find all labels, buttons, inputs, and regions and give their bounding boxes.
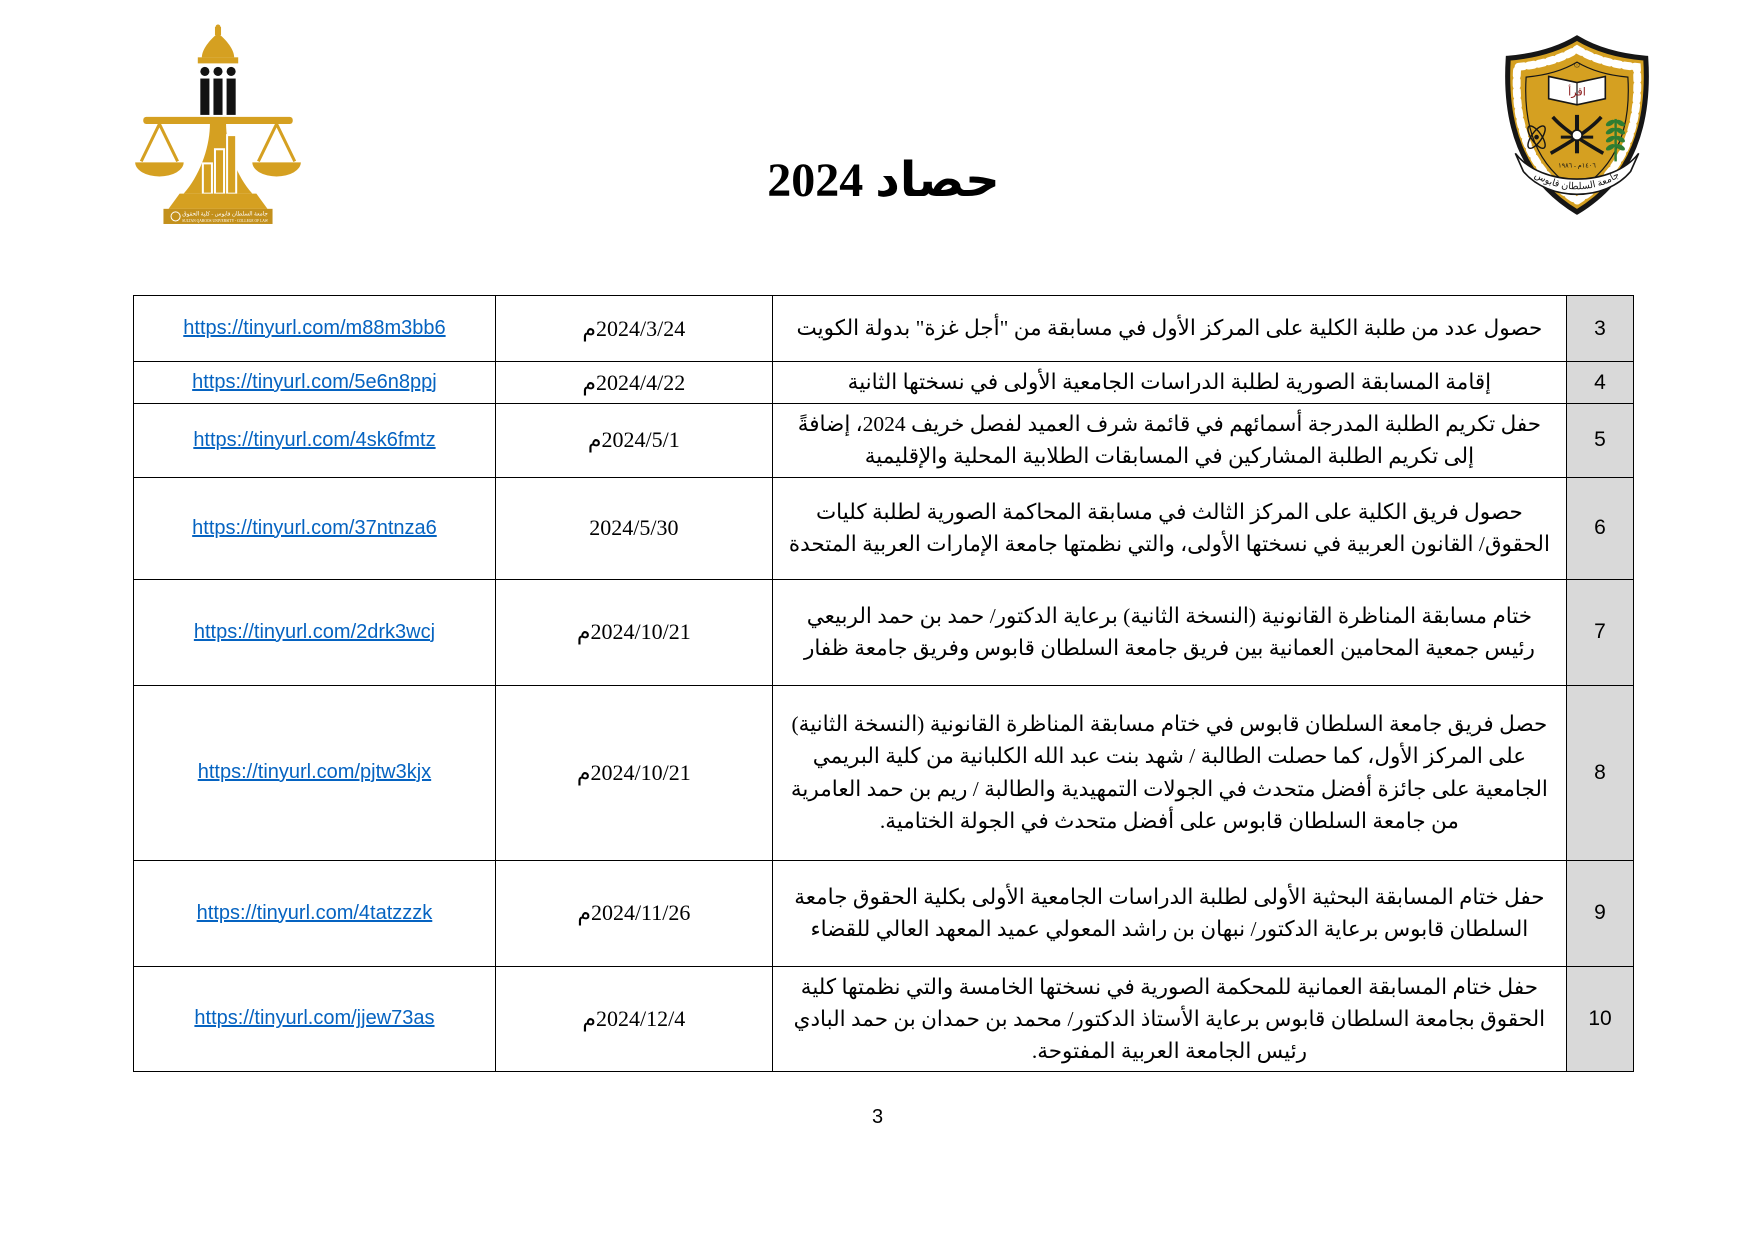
row-link[interactable]: https://tinyurl.com/2drk3wcj	[193, 620, 436, 643]
row-link-cell	[134, 685, 496, 860]
events-table-body	[134, 296, 1634, 1072]
table-row	[134, 296, 1634, 362]
row-number: 6	[1567, 477, 1634, 579]
row-date: 2024/3/24م	[495, 296, 772, 362]
row-link-cell	[134, 404, 496, 478]
row-link[interactable]: https://tinyurl.com/pjtw3kjx	[197, 761, 432, 783]
row-link[interactable]: https://tinyurl.com/m88m3bb6	[183, 317, 446, 339]
events-table	[133, 295, 1634, 1072]
logo-band-arabic-text: جامعة السلطان قابوس - كلية الحقوق	[182, 211, 268, 218]
table-row	[134, 860, 1634, 966]
row-link[interactable]: https://tinyurl.com/5e6n8ppj	[192, 371, 437, 393]
row-link[interactable]: https://tinyurl.com/37ntnza6	[192, 516, 437, 539]
row-link[interactable]: https://tinyurl.com/4tatzzzk	[196, 901, 433, 924]
row-number: 3	[1567, 296, 1634, 362]
row-link-cell	[134, 966, 496, 1072]
row-date: 2024/12/4م	[495, 966, 772, 1072]
row-date: 2024/10/21م	[495, 579, 772, 685]
sultan-qaboos-university-emblem	[1496, 34, 1658, 216]
row-link[interactable]: https://tinyurl.com/4sk6fmtz	[193, 428, 436, 451]
table-row	[134, 404, 1634, 478]
row-date: 2024/5/1م	[495, 404, 772, 478]
row-link-cell	[134, 579, 496, 685]
book-text: اقرأ	[1568, 86, 1586, 99]
table-row	[134, 477, 1634, 579]
row-link-cell	[134, 362, 496, 404]
row-link-cell	[134, 477, 496, 579]
table-row	[134, 685, 1634, 860]
table-row	[134, 362, 1634, 404]
row-number: 7	[1567, 579, 1634, 685]
row-number: 4	[1567, 362, 1634, 404]
table-row	[134, 579, 1634, 685]
table-row	[134, 966, 1634, 1072]
row-description: ختام مسابقة المناظرة القانونية (النسخة الثانية) برعاية الدكتور/ حمد بن حمد الربيعي رئيس جمعية المحامين العمانية بين فريق جامعة السلطان قابوس وفريق جامعة ظفار	[772, 579, 1566, 685]
row-date: 2024/11/26م	[495, 860, 772, 966]
logo-band-english-text: SULTAN QABOOS UNIVERSITY - COLLEGE OF LAW	[182, 218, 269, 223]
university-shield-icon	[1496, 34, 1658, 216]
row-description: حفل ختام المسابقة العمانية للمحكمة الصورية في نسختها الخامسة والتي نظمتها كلية الحقوق بجامعة السلطان قابوس برعاية الأستاذ الدكتور/ محمد بن حمدان بن حمد البادي رئيس الجامعة العربية المفتوحة.	[772, 966, 1566, 1072]
row-link-cell	[134, 296, 496, 362]
row-date: 2024/10/21م	[495, 685, 772, 860]
row-link-cell	[134, 860, 496, 966]
row-description: حفل تكريم الطلبة المدرجة أسمائهم في قائمة شرف العميد لفصل خريف 2024، إضافةً إلى تكريم الطلبة المشاركين في المسابقات الطلابية المحلية والإقليمية	[772, 404, 1566, 478]
row-number: 8	[1567, 685, 1634, 860]
row-description: حفل ختام المسابقة البحثية الأولى لطلبة الدراسات الجامعية الأولى بكلية الحقوق جامعة السلطان قابوس برعاية الدكتور/ نبهان بن راشد المعولي عميد المعهد العالي للقضاء	[772, 860, 1566, 966]
row-date: 2024/4/22م	[495, 362, 772, 404]
row-number: 9	[1567, 860, 1634, 966]
page-title: حصاد 2024	[767, 154, 1000, 207]
row-number: 5	[1567, 404, 1634, 478]
row-description: حصول فريق الكلية على المركز الثالث في مسابقة المحاكمة الصورية لطلبة كليات الحقوق/ القانون العربية في نسختها الأولى، والتي نظمتها جامعة الإمارات العربية المتحدة	[772, 477, 1566, 579]
page-number: 3	[871, 1106, 884, 1128]
banner-text: جامعة السلطان قابوس	[1532, 169, 1622, 193]
calligraphy-ornament-icon: ۞	[1573, 57, 1581, 70]
row-description: حصل فريق جامعة السلطان قابوس في ختام مسابقة المناظرة القانونية (النسخة الثانية) على المركز الأول، كما حصلت الطالبة / شهد بنت عبد الله الكلبانية من كلية البريمي الجامعية على جائزة أفضل متحدث في الجولات التمهيدية والطالبة / ريم بن حمد العامرية من جامعة السلطان قابوس على أفضل متحدث في الجولة الختامية.	[772, 685, 1566, 860]
row-description: إقامة المسابقة الصورية لطلبة الدراسات الجامعية الأولى في نسختها الثانية	[772, 362, 1566, 404]
row-link[interactable]: https://tinyurl.com/jjew73as	[194, 1007, 435, 1030]
minaret-pillars-icon	[200, 67, 235, 115]
emblem-year-text: ١٤٠٦م - ١٩٨٦	[1558, 162, 1596, 170]
row-description: حصول عدد من طلبة الكلية على المركز الأول في مسابقة من "أجل غزة" بدولة الكويت	[772, 296, 1566, 362]
row-number: 10	[1567, 966, 1634, 1072]
row-date: 2024/5/30	[495, 477, 772, 579]
